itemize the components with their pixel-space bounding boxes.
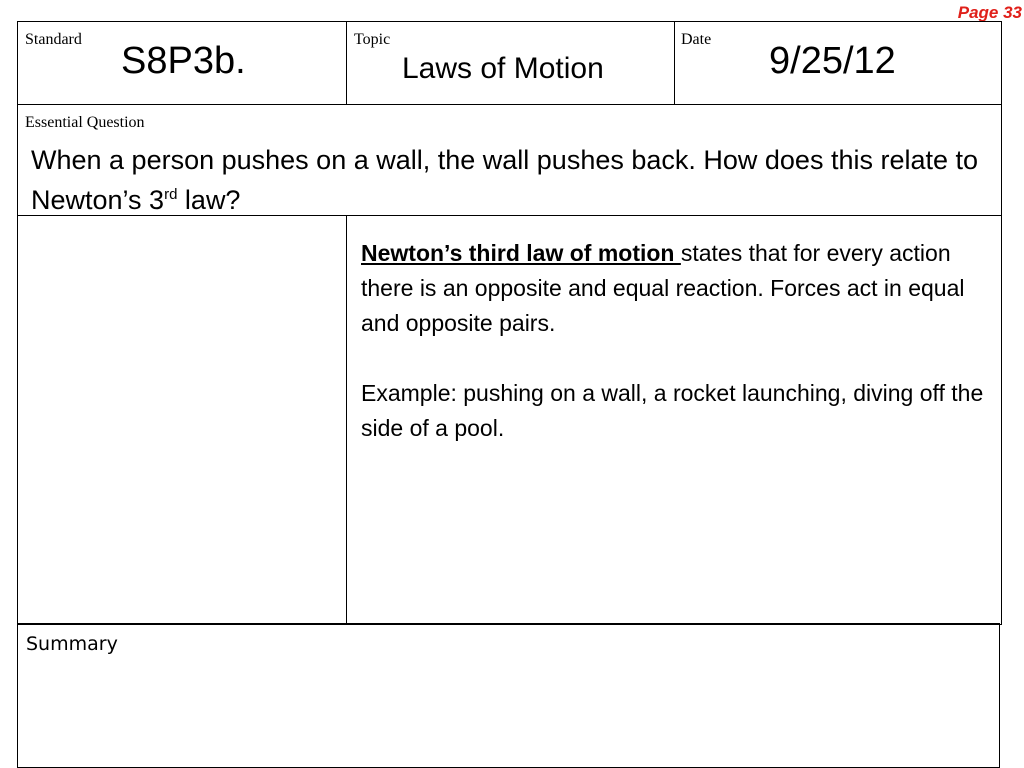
topic-label: Topic [354,31,391,48]
definition-paragraph [361,236,986,341]
example-paragraph: Example: pushing on a wall, a rocket launching, diving off the side of a pool. [361,380,984,441]
date-cell [674,21,1002,105]
cue-column [17,215,347,625]
essential-question-end: law? [177,185,241,215]
notes-column [346,215,1002,625]
topic-cell [346,21,675,105]
standard-label: Standard [25,31,82,48]
date-label: Date [681,31,712,48]
date-value: 9/25/12 [769,40,896,82]
essential-question-superscript: rd [164,186,178,203]
standard-cell [17,21,347,105]
essential-question-cell [17,104,1002,216]
key-term: Newton’s third law of motion [361,240,681,266]
essential-question-label: Essential Question [25,114,145,131]
essential-question-main: When a person pushes on a wall, the wall pushes back. How does this relate to Newton’s 3 [31,145,979,215]
essential-question-text [31,140,986,220]
notes-text [361,236,986,446]
summary-label: Summary [26,633,118,655]
topic-value: Laws of Motion [402,52,604,85]
standard-value: S8P3b. [121,40,246,82]
summary-cell [17,623,1000,768]
definition-text: states that for every action there is an opposite and equal reaction. Forces act in equal and opposite pairs. [361,240,965,336]
page-number: Page 33 [957,3,1022,22]
